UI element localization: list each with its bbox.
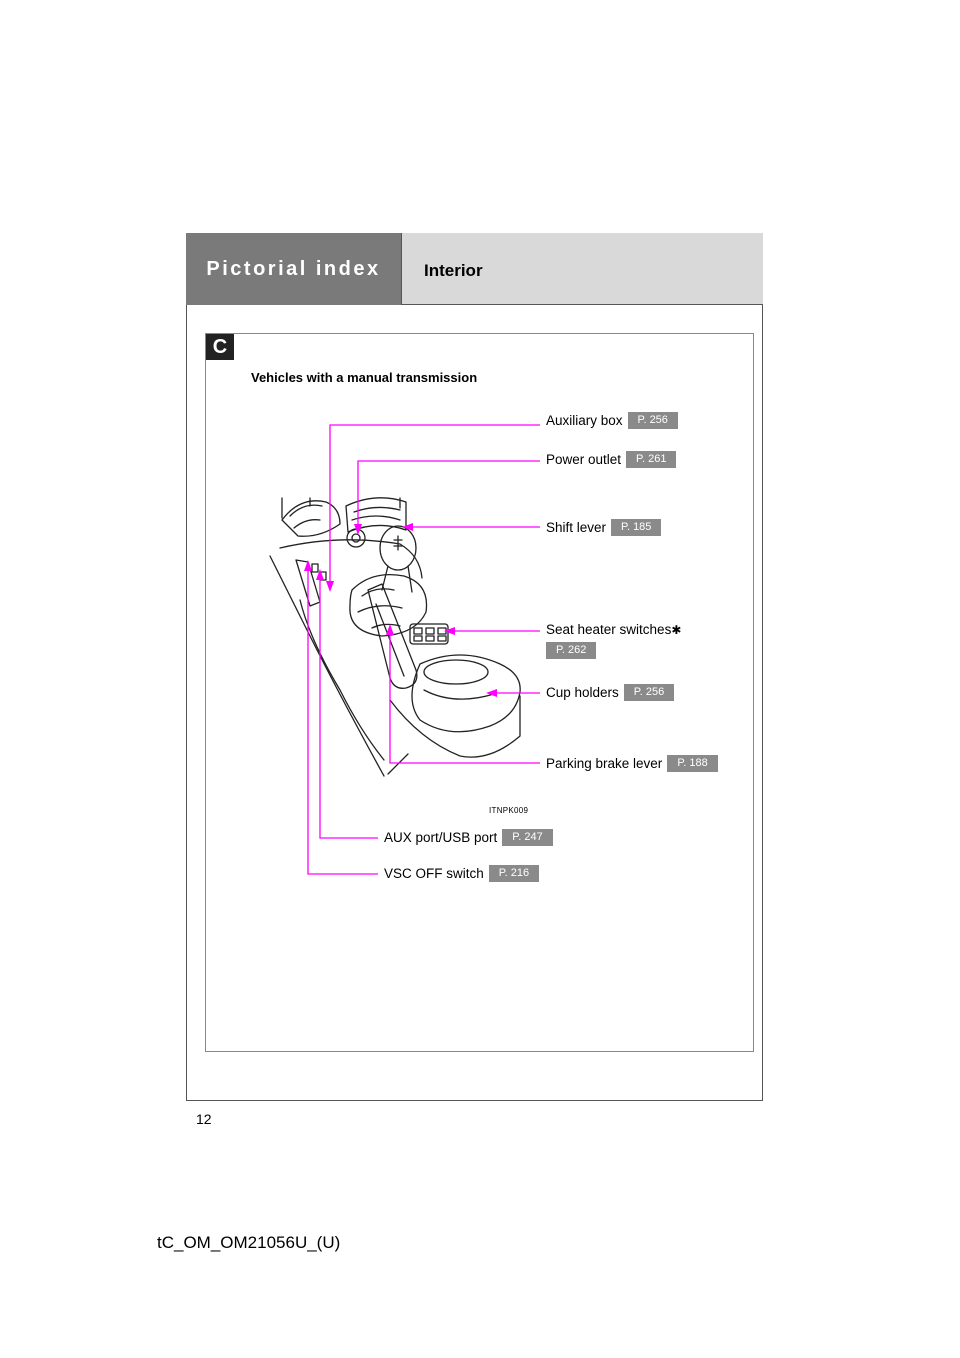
page-reference-badge[interactable]: P. 185 <box>611 519 661 536</box>
callout-label: Cup holders <box>546 685 619 700</box>
page-reference-badge[interactable]: P. 247 <box>502 829 552 846</box>
page-reference-badge[interactable]: P. 216 <box>489 865 539 882</box>
callout-cup-holders <box>546 684 674 701</box>
page-reference-badge[interactable]: P. 256 <box>624 684 674 701</box>
callout-label: VSC OFF switch <box>384 866 484 881</box>
callout-parking-brake-lever <box>546 755 718 772</box>
vent-right <box>346 498 406 532</box>
callout-seat-heater-switches <box>546 622 681 637</box>
callout-power-outlet <box>546 451 676 468</box>
section-letter-badge: C <box>206 334 234 360</box>
vent-left <box>282 501 340 536</box>
callout-label: AUX port/USB port <box>384 830 498 845</box>
section-title: Pictorial index <box>206 257 381 280</box>
callout-label: Power outlet <box>546 452 622 467</box>
callout-aux-usb-port <box>384 829 553 846</box>
page-reference-badge[interactable]: P. 262 <box>546 642 596 659</box>
page-title: Interior <box>424 261 483 280</box>
callout-label: Auxiliary box <box>546 413 623 428</box>
power-outlet <box>347 529 365 547</box>
callout-seat-heater-page <box>546 642 596 659</box>
callout-label: Shift lever <box>546 520 607 535</box>
callout-label: Seat heater switches <box>546 622 672 637</box>
callout-vsc-off-switch <box>384 865 539 882</box>
page-number: 12 <box>196 1111 212 1127</box>
callout-label: Parking brake lever <box>546 756 663 771</box>
document-id: tC_OM_OM21056U_(U) <box>157 1233 341 1252</box>
figure-code: ITNPK009 <box>489 806 529 815</box>
page-reference-badge[interactable]: P. 256 <box>628 412 678 429</box>
callout-shift-lever <box>546 519 661 536</box>
footnote-mark: ✱ <box>671 622 682 637</box>
page-reference-badge[interactable]: P. 261 <box>626 451 676 468</box>
page-reference-badge[interactable]: P. 188 <box>667 755 717 772</box>
callout-auxiliary-box <box>546 412 678 429</box>
panel-subtitle: Vehicles with a manual transmission <box>251 370 478 385</box>
